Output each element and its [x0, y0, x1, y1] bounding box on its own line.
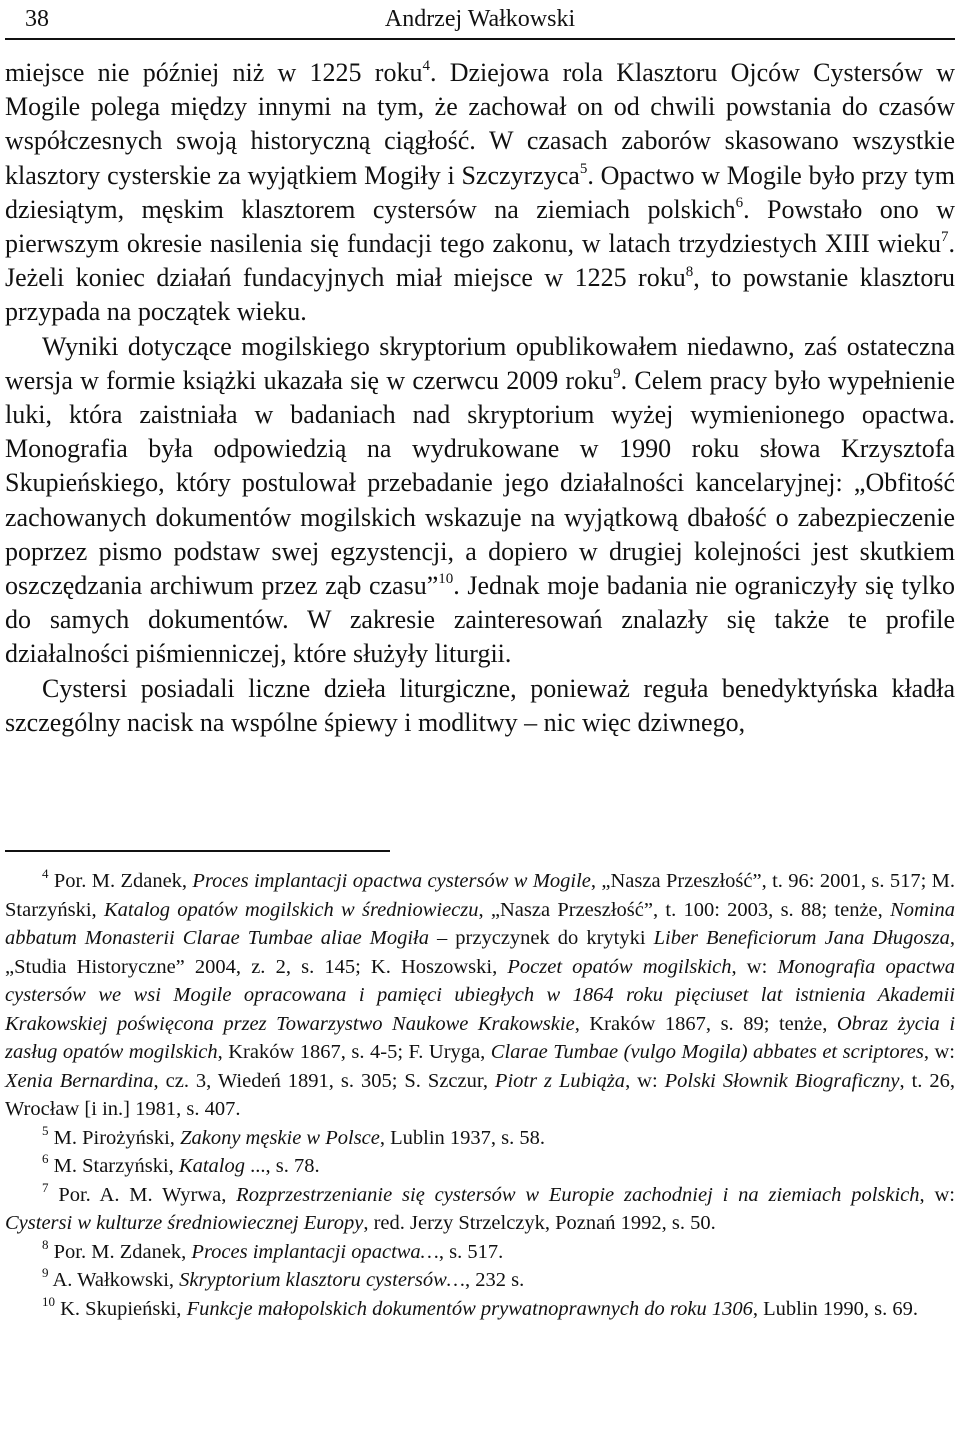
italic-title: Rozprzestrzenianie się cystersów w Europie zachodniej i na ziemiach polskich	[236, 1183, 920, 1206]
footnote-ref: 9	[613, 366, 621, 383]
text-run: . Jeżeli koniec działań fundacyjnych miał miejsce w 1225 roku	[5, 229, 955, 293]
italic-title: Liber Beneficiorum Jana Długosza	[653, 927, 950, 949]
text-run: , w:	[625, 1069, 665, 1092]
footnotes	[5, 867, 955, 1323]
italic-title: Katalog opatów mogilskich w średniowieczu	[103, 898, 479, 921]
footnote	[5, 867, 955, 1124]
text-run: K. Skupieński,	[55, 1297, 187, 1320]
footnote	[5, 1266, 955, 1295]
text-run: Cystersi posiadali liczne dzieła liturgiczne, ponieważ reguła benedyktyńska kładła szczególny nacisk na wspólne śpiewy i modlitwy – nic więc dziwnego,	[5, 673, 955, 737]
text-run: , Kraków 1867, s. 89; tenże,	[574, 1012, 837, 1035]
italic-title: Cystersi w kulturze średniowiecznej Europy	[5, 1212, 364, 1234]
italic-title: Monografia opactwa cystersów we wsi Mogile opracowana i pamięci ubiegłych w 1864 roku pięciuset lat istnienia Akademii Krakowskiej poświęcona przez Towarzystwo Naukowe Krakowskie	[5, 955, 955, 1035]
text-run: , cz. 3, Wiedeń 1891, s. 305; S. Szczur,	[153, 1069, 495, 1092]
text-run: , red. Jerzy Strzelczyk, Poznań 1992, s. 50.	[363, 1212, 716, 1234]
text-run: , 232 s.	[465, 1269, 525, 1291]
text-run: , w:	[923, 1041, 956, 1063]
text-run: , w:	[731, 955, 778, 978]
footnote-ref: 5	[579, 160, 588, 177]
text-run: ..., s. 78.	[244, 1155, 320, 1177]
running-head: Andrzej Wałkowski	[384, 6, 576, 32]
text-run: , Lublin 1990, s. 69.	[752, 1297, 919, 1320]
footnote-number: 8	[42, 1236, 49, 1252]
text-run: Por. A. M. Wyrwa,	[48, 1183, 237, 1206]
paragraph	[5, 330, 955, 672]
italic-title: Nomina abbatum Monasterii Clarae Tumbae aliae Mogiła	[5, 898, 955, 949]
text-run: Por. M. Zdanek,	[48, 870, 193, 892]
text-run: , to powstanie klasztoru przypada na początek wieku.	[5, 263, 955, 327]
italic-title: Skryptorium klasztoru cystersów…	[179, 1269, 466, 1291]
italic-title: Proces implantacji opactwa cystersów w Mogile	[192, 870, 591, 892]
text-run: . Opactwo w Mogile było przy tym dziesiątym, męskim klasztorem cystersów na ziemiach polskich	[5, 160, 956, 224]
italic-title: Obraz życia i zasług opatów mogilskich	[5, 1012, 956, 1063]
text-run: , „Nasza Przeszłość”, t. 96: 2001, s. 517; M. Starzyński,	[5, 870, 955, 921]
text-run: , Lublin 1937, s. 58.	[379, 1126, 546, 1149]
text-run: Por. M. Zdanek,	[48, 1240, 192, 1263]
paragraph	[5, 56, 955, 330]
text-run: – przyczynek do krytyki	[428, 927, 654, 949]
footnote-number: 5	[42, 1122, 49, 1138]
italic-title: Clarae Tumbae (vulgo Mogila) abbates et scriptores	[490, 1041, 924, 1063]
footnote-number: 9	[42, 1265, 49, 1281]
page-header	[5, 0, 955, 40]
page-number: 38	[25, 6, 49, 32]
text-run: , s. 517.	[438, 1240, 504, 1263]
text-run: miejsce nie później niż w 1225 roku	[5, 58, 423, 87]
italic-title: Funkcje małopolskich dokumentów prywatnoprawnych do roku 1306	[186, 1297, 753, 1320]
italic-title: Proces implantacji opactwa…	[191, 1240, 439, 1263]
footnote-ref: 10	[438, 571, 454, 588]
footnote-ref: 6	[735, 195, 744, 212]
footnote-ref: 4	[422, 58, 430, 75]
footnote-ref: 7	[941, 229, 949, 246]
footnote	[5, 1238, 955, 1267]
footnote	[5, 1124, 955, 1153]
text-run: , t. 26, Wrocław [i in.] 1981, s. 407.	[5, 1069, 955, 1120]
italic-title: Katalog	[178, 1155, 245, 1177]
text-run: , w:	[919, 1183, 955, 1206]
text-run: . Jednak moje badania nie ograniczyły się tylko do samych dokumentów. W zakresie zainteresowań znalazły się także te profile działalności piśmienniczej, które służyły liturgii.	[5, 571, 955, 669]
text-run: . Celem pracy było wypełnienie luki, która zaistniała w badaniach nad skryptorium wyżej wymienionego opactwa. Monografia była odpowiedzią na wydrukowane w 1990 roku słowa Krzysztofa Skupieńskiego, który postulował przebadanie jego działalności kancelaryjnej: „Obfitość zachowanych dokumentów mogilskich wskazuje na wyjątkową dbałość o zabezpieczenie poprzez pismo podstaw swej egzystencji, a dopiero w drugiej kolejności jest skutkiem oszczędzania archiwum przez ząb czasu”	[5, 365, 955, 601]
text-run: M. Pirożyński,	[48, 1126, 181, 1149]
italic-title: Polski Słownik Biograficzny	[664, 1069, 900, 1092]
footnote-separator	[5, 850, 390, 852]
footnote-number: 7	[42, 1179, 49, 1195]
footnote-number: 6	[42, 1151, 49, 1167]
body-text	[5, 56, 955, 740]
text-run: , Kraków 1867, s. 4-5; F. Uryga,	[217, 1041, 491, 1063]
header-rule	[5, 38, 955, 40]
footnote-number: 4	[42, 866, 49, 882]
italic-title: Piotr z Lubiąża	[494, 1069, 626, 1092]
footnote-ref: 8	[685, 263, 694, 280]
footnote	[5, 1181, 955, 1238]
text-run: A. Wałkowski,	[48, 1269, 180, 1291]
italic-title: Zakony męskie w Polsce	[180, 1126, 380, 1149]
text-run: Wyniki dotyczące mogilskiego skryptorium opublikowałem niedawno, zaś ostateczna wersja w formie książki ukazała się w czerwcu 2009 roku	[5, 331, 955, 395]
italic-title: Poczet opatów mogilskich	[507, 955, 732, 978]
footnote	[5, 1152, 955, 1181]
text-run: , „Studia Historyczne” 2004, z. 2, s. 145; K. Hoszowski,	[5, 927, 955, 978]
footnote-number: 10	[42, 1293, 55, 1309]
footnote	[5, 1295, 955, 1324]
italic-title: Xenia Bernardina	[5, 1069, 154, 1092]
paragraph	[5, 672, 955, 740]
text-run: . Dziejowa rola Klasztoru Ojców Cystersów w Mogile polega między innymi na tym, że zachował on od chwili powstania do czasów współczesnych swoją historyczną ciągłość. W czasach zaborów skasowano wszystkie klasztory cysterskie za wyjątkiem Mogiły i Szczyrzyca	[5, 58, 955, 190]
text-run: . Powstało ono w pierwszym okresie nasilenia się fundacji tego zakonu, w latach trzydziestych XIII wieku	[5, 194, 955, 259]
text-run: M. Starzyński,	[48, 1155, 179, 1177]
text-run: , „Nasza Przeszłość”, t. 100: 2003, s. 88; tenże,	[478, 898, 891, 921]
